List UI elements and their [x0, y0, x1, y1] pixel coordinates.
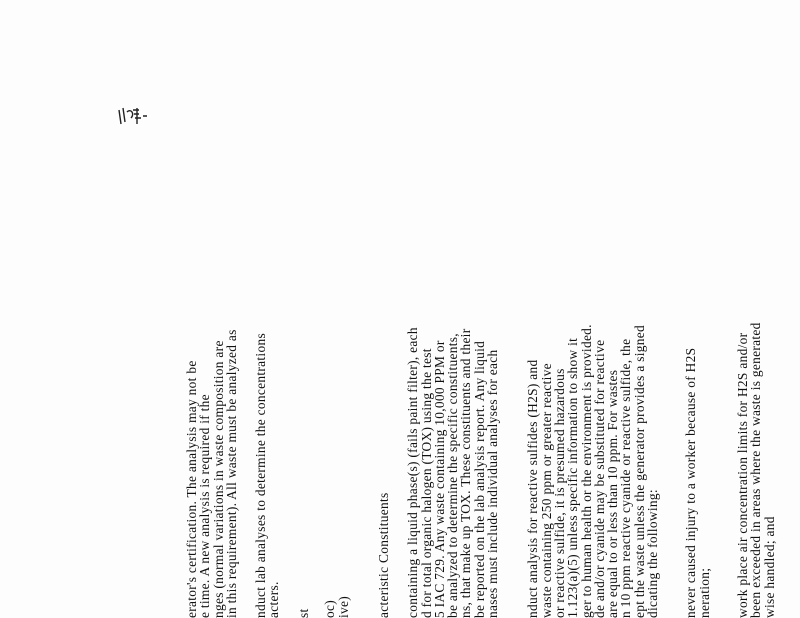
- certification-paragraph: [185, 0, 238, 618]
- text-line: 5 IAC 729. Any waste containing 10,000 PPM or: [431, 340, 447, 618]
- text-line: dicating the following:: [645, 489, 661, 618]
- text-line: ive): [335, 595, 351, 618]
- text-line: in this requirement). All waste must be analyzed as: [223, 329, 239, 618]
- text-line: acters.: [266, 581, 282, 618]
- initials-mark-icon: [115, 104, 161, 128]
- text-line: nases must include individual analyses for each: [485, 349, 501, 618]
- text-line: be analyzed to determine the specific constituents,: [445, 333, 461, 618]
- text-line: containing a liquid phase(s) (fails paint filter), each: [405, 327, 421, 618]
- text-line: oc): [322, 600, 338, 618]
- workplace-paragraph: [736, 0, 776, 618]
- text-line: be reported on the lab analysis report. Any liquid: [471, 340, 487, 618]
- text-line: neration;: [696, 567, 712, 618]
- text-line: are equal to or less than 10 ppm. For wastes: [605, 369, 621, 618]
- text-line: nduct lab analyses to determine the concentrations: [253, 333, 269, 618]
- injury-paragraph: [684, 0, 711, 618]
- constituents-heading: [377, 0, 390, 618]
- text-line: nduct analysis for reactive sulfides (H2S) and: [525, 359, 541, 618]
- text-line: d for total organic halogen (TOX) using the test: [418, 348, 434, 618]
- text-line: ept the waste unless the generator provides a signed: [631, 325, 647, 618]
- lab-analyses-paragraph: [254, 0, 281, 618]
- text-line: e time. A new analysis is required if the: [197, 394, 213, 618]
- text-line: 1.123(a)(5) unless specific information to show it: [565, 337, 581, 618]
- text-line: [310, 0, 323, 618]
- text-line: never caused injury to a worker because of H2S: [683, 347, 699, 618]
- text-line: de and/or cyanide may be substituted for reactive: [591, 339, 607, 618]
- text-line: wise handled; and: [761, 516, 777, 618]
- rotated-text-block: [185, 0, 776, 618]
- text-line: work place air concentration limits for H2S and/or: [734, 332, 750, 618]
- text-line: nges (normal variations in waste composition are: [210, 340, 226, 618]
- text-line: or reactive sulfide, it is presumed hazardous: [551, 368, 567, 618]
- text-line: ns, that make up TOX. These constituents and their: [458, 328, 474, 618]
- text-line: been exceeded in areas where the waste is generated: [748, 322, 764, 618]
- section-heading: acteristic Constituents: [375, 492, 391, 618]
- text-line: ger to human health or the environment is provided.: [578, 324, 594, 618]
- text-line: st: [295, 608, 311, 618]
- text-line: n 10 ppm reactive cyanide or reactive sulfide, the: [618, 338, 634, 618]
- text-line: waste containing 250 ppm or greater reactive: [538, 363, 554, 618]
- reactive-sulfides-paragraph: [526, 0, 659, 618]
- characteristics-list: [297, 0, 350, 618]
- text-line: erator's certification. The analysis may not be: [184, 360, 199, 618]
- constituents-paragraph: [406, 0, 499, 618]
